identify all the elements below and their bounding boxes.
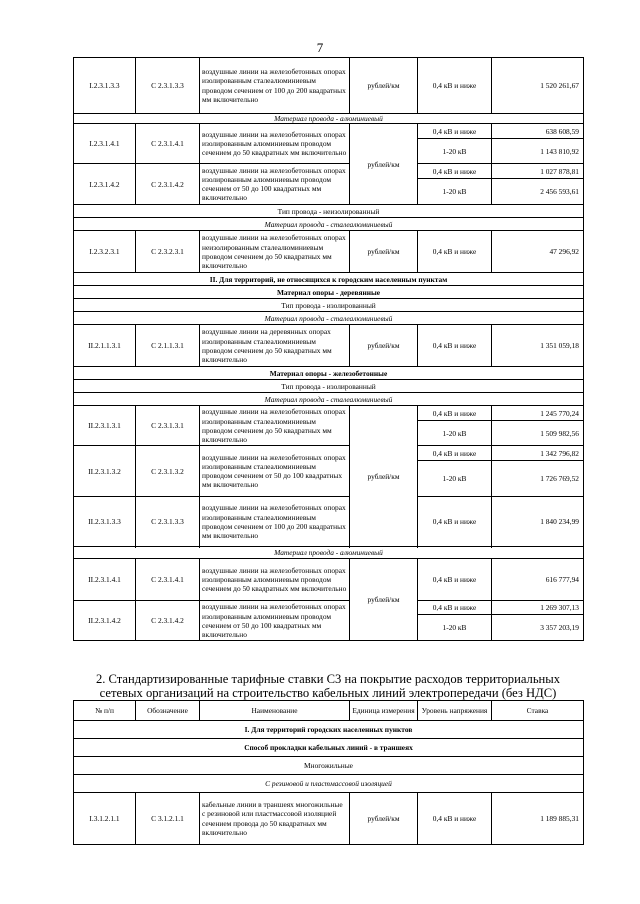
row-designation: С 2.3.1.3.2 bbox=[136, 446, 200, 497]
table-row bbox=[74, 124, 584, 139]
section-header: Материал провода - сталеалюминиевый bbox=[74, 312, 584, 325]
row-name: воздушные линии на железобетонных опорах изолированным сталеалюминиевым проводом сечением до 50 квадратных мм включительно bbox=[200, 406, 350, 446]
row-rate: 1 726 769,52 bbox=[492, 461, 584, 497]
row-voltage: 1-20 кВ bbox=[418, 615, 492, 641]
row-code: I.2.3.1.4.1 bbox=[74, 124, 136, 164]
row-name: воздушные линии на железобетонных опорах изолированным алюминиевым проводом сечением до 50 квадратных мм включительно bbox=[200, 559, 350, 601]
row-voltage: 0,4 кВ и ниже bbox=[418, 325, 492, 367]
section-header: II. Для территорий, не относящихся к городским населенным пунктам bbox=[74, 273, 584, 286]
row-designation: С 2.1.1.3.1 bbox=[136, 325, 200, 367]
section-header: Материал провода - алюминиевый bbox=[74, 547, 584, 559]
section-header: С резиновой и пластмассовой изоляцией bbox=[74, 775, 584, 793]
row-name: воздушные линии на железобетонных опорах изолированным алюминиевым проводом сечением до 50 квадратных мм включительно bbox=[200, 124, 350, 164]
section-heading: 2. Стандартизированные тарифные ставки С3 на покрытие расходов территориальных сетевых организаций на строительство кабельных линий электропередачи (без НДС) bbox=[95, 672, 561, 700]
row-voltage: 1-20 кВ bbox=[418, 421, 492, 446]
row-voltage: 0,4 кВ и ниже bbox=[418, 559, 492, 601]
tariff-table-1 bbox=[73, 57, 584, 641]
row-code: II.2.3.1.3.1 bbox=[74, 406, 136, 446]
row-designation: С 2.3.1.3.3 bbox=[136, 497, 200, 547]
row-voltage: 0,4 кВ и ниже bbox=[418, 446, 492, 461]
row-voltage: 0,4 кВ и ниже bbox=[418, 601, 492, 615]
row-rate: 2 456 593,61 bbox=[492, 179, 584, 205]
row-code: II.2.1.1.3.1 bbox=[74, 325, 136, 367]
row-name: воздушные линии на железобетонных опорах изолированным алюминиевым проводом сечением от 50 до 100 квадратных мм включительно bbox=[200, 601, 350, 641]
table-row bbox=[74, 601, 584, 615]
row-code: II.2.3.1.3.3 bbox=[74, 497, 136, 547]
column-header: Уровень напряжения bbox=[418, 701, 492, 721]
row-voltage: 0,4 кВ и ниже bbox=[418, 124, 492, 139]
section-header: I. Для территорий городских населенных пунктов bbox=[74, 721, 584, 739]
row-voltage: 0,4 кВ и ниже bbox=[418, 58, 492, 114]
table-row bbox=[74, 559, 584, 601]
section-header: Материал опоры - деревянные bbox=[74, 286, 584, 299]
row-rate: 1 027 878,81 bbox=[492, 164, 584, 179]
row-unit: рублей/км bbox=[350, 793, 418, 845]
row-voltage: 0,4 кВ и ниже bbox=[418, 497, 492, 547]
row-voltage: 0,4 кВ и ниже bbox=[418, 231, 492, 273]
row-unit: рублей/км bbox=[350, 231, 418, 273]
section-header: Материал опоры - железобетонные bbox=[74, 367, 584, 380]
row-rate: 638 608,59 bbox=[492, 124, 584, 139]
row-name: кабельные линии в траншеях многожильные с резиновой или пластмассовой изоляцией сечением провода до 50 квадратных мм включительно bbox=[200, 793, 350, 845]
row-code: I.2.3.1.3.3 bbox=[74, 58, 136, 114]
row-code: II.2.3.1.3.2 bbox=[74, 446, 136, 497]
table-row bbox=[74, 58, 584, 114]
row-name: воздушные линии на деревянных опорах изолированным сталеалюминиевым проводом сечением до 50 квадратных мм включительно bbox=[200, 325, 350, 367]
section-header: Тип провода - неизолированный bbox=[74, 205, 584, 218]
row-name: воздушные линии на железобетонных опорах изолированным сталеалюминиевым проводом сечением от 100 до 200 квадратных мм включительно bbox=[200, 58, 350, 114]
column-header: Обозначение bbox=[136, 701, 200, 721]
row-rate: 1 143 810,92 bbox=[492, 139, 584, 164]
column-header: Наименование bbox=[200, 701, 350, 721]
row-rate: 1 189 885,31 bbox=[492, 793, 584, 845]
section-header: Материал провода - сталеалюминиевый bbox=[74, 393, 584, 406]
row-designation: С 2.3.1.3.1 bbox=[136, 406, 200, 446]
row-voltage: 1-20 кВ bbox=[418, 139, 492, 164]
row-unit: рублей/км bbox=[350, 406, 418, 547]
row-name: воздушные линии на железобетонных опорах изолированным сталеалюминиевым проводом сечением от 50 до 100 квадратных мм включительно bbox=[200, 446, 350, 497]
row-rate: 1 509 982,56 bbox=[492, 421, 584, 446]
table-header-row bbox=[74, 701, 584, 721]
column-header: Ставка bbox=[492, 701, 584, 721]
row-designation: С 2.3.1.4.2 bbox=[136, 601, 200, 641]
row-code: II.2.3.1.4.2 bbox=[74, 601, 136, 641]
table-row bbox=[74, 446, 584, 461]
row-rate: 1 342 796,82 bbox=[492, 446, 584, 461]
section-header: Тип провода - изолированный bbox=[74, 380, 584, 393]
row-rate: 1 269 307,13 bbox=[492, 601, 584, 615]
section-header: Тип провода - изолированный bbox=[74, 299, 584, 312]
row-designation: С 2.3.1.3.3 bbox=[136, 58, 200, 114]
row-rate: 1 351 059,18 bbox=[492, 325, 584, 367]
page-number: 7 bbox=[316, 40, 324, 55]
row-designation: С 2.3.1.4.2 bbox=[136, 164, 200, 205]
row-rate: 3 357 203,19 bbox=[492, 615, 584, 641]
row-unit: рублей/км bbox=[350, 58, 418, 114]
row-unit: рублей/км bbox=[350, 325, 418, 367]
table-row bbox=[74, 325, 584, 367]
row-rate: 1 520 261,67 bbox=[492, 58, 584, 114]
table-row bbox=[74, 231, 584, 273]
row-voltage: 1-20 кВ bbox=[418, 461, 492, 497]
section-header: Многожильные bbox=[74, 757, 584, 775]
row-voltage: 0,4 кВ и ниже bbox=[418, 164, 492, 179]
row-voltage: 0,4 кВ и ниже bbox=[418, 406, 492, 421]
table-row bbox=[74, 497, 584, 547]
row-rate: 1 245 770,24 bbox=[492, 406, 584, 421]
row-designation: С 2.3.2.3.1 bbox=[136, 231, 200, 273]
column-header: Единица измерения bbox=[350, 701, 418, 721]
section-header: Материал провода - алюминиевый bbox=[74, 114, 584, 124]
row-code: I.2.3.1.4.2 bbox=[74, 164, 136, 205]
row-designation: С 3.1.2.1.1 bbox=[136, 793, 200, 845]
row-unit: рублей/км bbox=[350, 124, 418, 205]
section-header: Материал провода - сталеалюминиевый bbox=[74, 218, 584, 231]
table-row bbox=[74, 406, 584, 421]
row-name: воздушные линии на железобетонных опорах неизолированным сталеалюминиевым проводом сечением до 50 квадратных мм включительно bbox=[200, 231, 350, 273]
row-rate: 616 777,94 bbox=[492, 559, 584, 601]
column-header: № п/п bbox=[74, 701, 136, 721]
row-designation: С 2.3.1.4.1 bbox=[136, 559, 200, 601]
row-voltage: 1-20 кВ bbox=[418, 179, 492, 205]
row-name: воздушные линии на железобетонных опорах изолированным сталеалюминиевым проводом сечением от 100 до 200 квадратных мм включительно bbox=[200, 497, 350, 547]
row-code: I.2.3.2.3.1 bbox=[74, 231, 136, 273]
tariff-table-2 bbox=[73, 700, 584, 845]
row-designation: С 2.3.1.4.1 bbox=[136, 124, 200, 164]
table-row bbox=[74, 793, 584, 845]
row-voltage: 0,4 кВ и ниже bbox=[418, 793, 492, 845]
row-unit: рублей/км bbox=[350, 559, 418, 641]
section-header: Способ прокладки кабельных линий - в траншеях bbox=[74, 739, 584, 757]
row-name: воздушные линии на железобетонных опорах изолированным алюминиевым проводом сечением от 50 до 100 квадратных мм включительно bbox=[200, 164, 350, 205]
row-rate: 47 296,92 bbox=[492, 231, 584, 273]
table-row bbox=[74, 164, 584, 179]
row-code: I.3.1.2.1.1 bbox=[74, 793, 136, 845]
row-code: II.2.3.1.4.1 bbox=[74, 559, 136, 601]
row-rate: 1 840 234,99 bbox=[492, 497, 584, 547]
